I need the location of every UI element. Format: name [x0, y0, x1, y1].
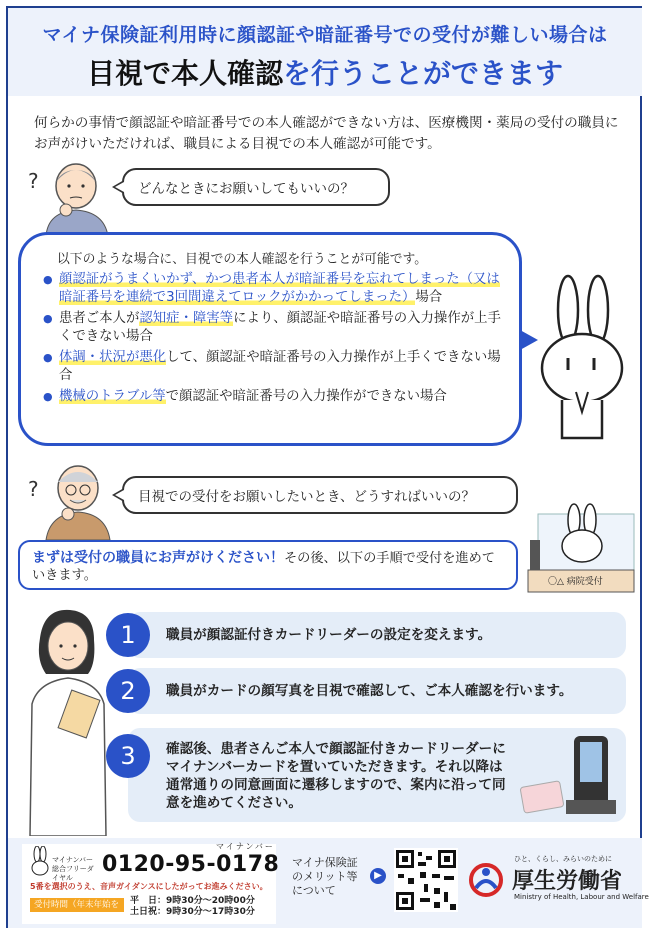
- case-item: [43, 310, 513, 346]
- step-3: [120, 728, 626, 822]
- case-text: により、顔認証や暗証番号の入力操作が上手くできない場合: [59, 311, 501, 344]
- case-highlight: 体調・状況が悪化: [59, 350, 167, 365]
- cases-list: [43, 271, 513, 409]
- svg-text:?: ?: [28, 169, 39, 193]
- case-item: [43, 271, 513, 307]
- helpline-guide: 5番を選択のうえ、音声ガイダンスにしたがってお進みください。: [30, 882, 268, 891]
- case-text: で顔認証や暗証番号の入力操作ができない場合: [165, 389, 447, 404]
- step-2-text: 職員がカードの顔写真を目視で確認して、ご本人確認を行います。: [166, 683, 573, 699]
- hours-badge: 受付時間（年末年始を除く）: [30, 898, 124, 912]
- phone-ruby: マイナンバー: [216, 842, 275, 851]
- step-2: [120, 668, 626, 714]
- ministry-logo: [468, 862, 504, 898]
- case-highlight: 認知症・障害等: [139, 311, 234, 326]
- rabbit-mascot-illustration: [532, 272, 632, 448]
- step-3-number: 3: [106, 734, 150, 778]
- reception-sign: 〇△ 病院受付: [548, 577, 603, 587]
- notice-text: その後、以下の手順で受付を進めていきます。: [32, 551, 495, 583]
- case-text: 場合: [415, 290, 443, 305]
- arrow-right-icon: ▶: [370, 868, 386, 884]
- step-1: [120, 612, 626, 658]
- hours-weekend: 土日祝：9時30分～17時30分: [130, 907, 255, 917]
- hours-weekday: 平 日：9時30分～20時00分: [130, 896, 255, 906]
- step-1-text: 職員が顔認証付きカードリーダーの設定を変えます。: [166, 627, 492, 643]
- step-3-text: 確認後、患者さんご本人で顔認証付きカードリーダーにマイナンバーカードを置いていただきます。それ以降は通常通りの同意画面に遷移しますので、案内に沿って同意を進めてください。: [166, 741, 506, 811]
- qr-code-icon[interactable]: [394, 848, 458, 912]
- case-highlight: 顔認証がうまくいかず、かつ患者本人が暗証番号を忘れてしまった（又は暗証番号を連続で3回間違えてロックがかかってしまった）: [59, 272, 500, 305]
- cases-intro: 以下のような場合に、目視での本人確認を行うことが可能です。: [57, 252, 428, 267]
- question-how-bubble: [122, 476, 518, 514]
- header-banner: [8, 8, 642, 96]
- notice-emphasis: まずは受付の職員にお声がけください！: [32, 550, 284, 566]
- ministry-tagline: ひと、くらし、みらいのために: [514, 855, 612, 863]
- header-title: [8, 52, 642, 92]
- cases-bubble: [18, 232, 522, 446]
- question-how-text: 目視での受付をお願いしたいとき、どうすればいいの？: [138, 489, 475, 505]
- card-reader-illustration: [516, 730, 624, 820]
- thinking-elder-illustration: [26, 458, 116, 540]
- header-subtitle: マイナ保険証利用時に顔認証や暗証番号での受付が難しい場合は: [42, 24, 608, 46]
- notice-box: [18, 540, 518, 590]
- helpline-phone[interactable]: 0120-95-0178: [102, 852, 280, 877]
- ministry-english-name: Ministry of Health, Labour and Welfare: [514, 893, 649, 901]
- intro-text: 何らかの事情で顔認証や暗証番号での本人確認ができない方は、医療機関・薬局の受付の職員にお声がけいただければ、職員による目視での本人確認が可能です。: [34, 115, 619, 152]
- step-1-number: 1: [106, 613, 150, 657]
- hours-list: [130, 896, 255, 918]
- helpline-label: マイナンバー総合フリーダイヤル: [52, 856, 94, 882]
- ministry-name: 厚生労働省: [512, 869, 623, 894]
- merit-link-text: マイナ保険証のメリット等について: [292, 856, 358, 897]
- header-title-rest: を行うことができます: [283, 57, 564, 90]
- question-when-text: どんなときにお願いしてもいいの？: [138, 181, 354, 197]
- case-item: [43, 349, 513, 385]
- header-title-emphasis: 目視で本人確認: [86, 57, 283, 90]
- case-text: 患者ご本人が: [59, 311, 140, 326]
- case-text: して、顔認証や暗証番号の入力操作が上手くできない場合: [59, 350, 501, 383]
- thinking-man-illustration: [26, 152, 116, 236]
- case-highlight: 機械のトラブル等: [59, 389, 166, 404]
- rabbit-icon: [30, 846, 50, 876]
- question-when-bubble: [122, 168, 390, 206]
- case-item: [43, 388, 513, 406]
- step-2-number: 2: [106, 669, 150, 713]
- staff-illustration: [14, 604, 114, 836]
- svg-text:?: ?: [28, 477, 39, 501]
